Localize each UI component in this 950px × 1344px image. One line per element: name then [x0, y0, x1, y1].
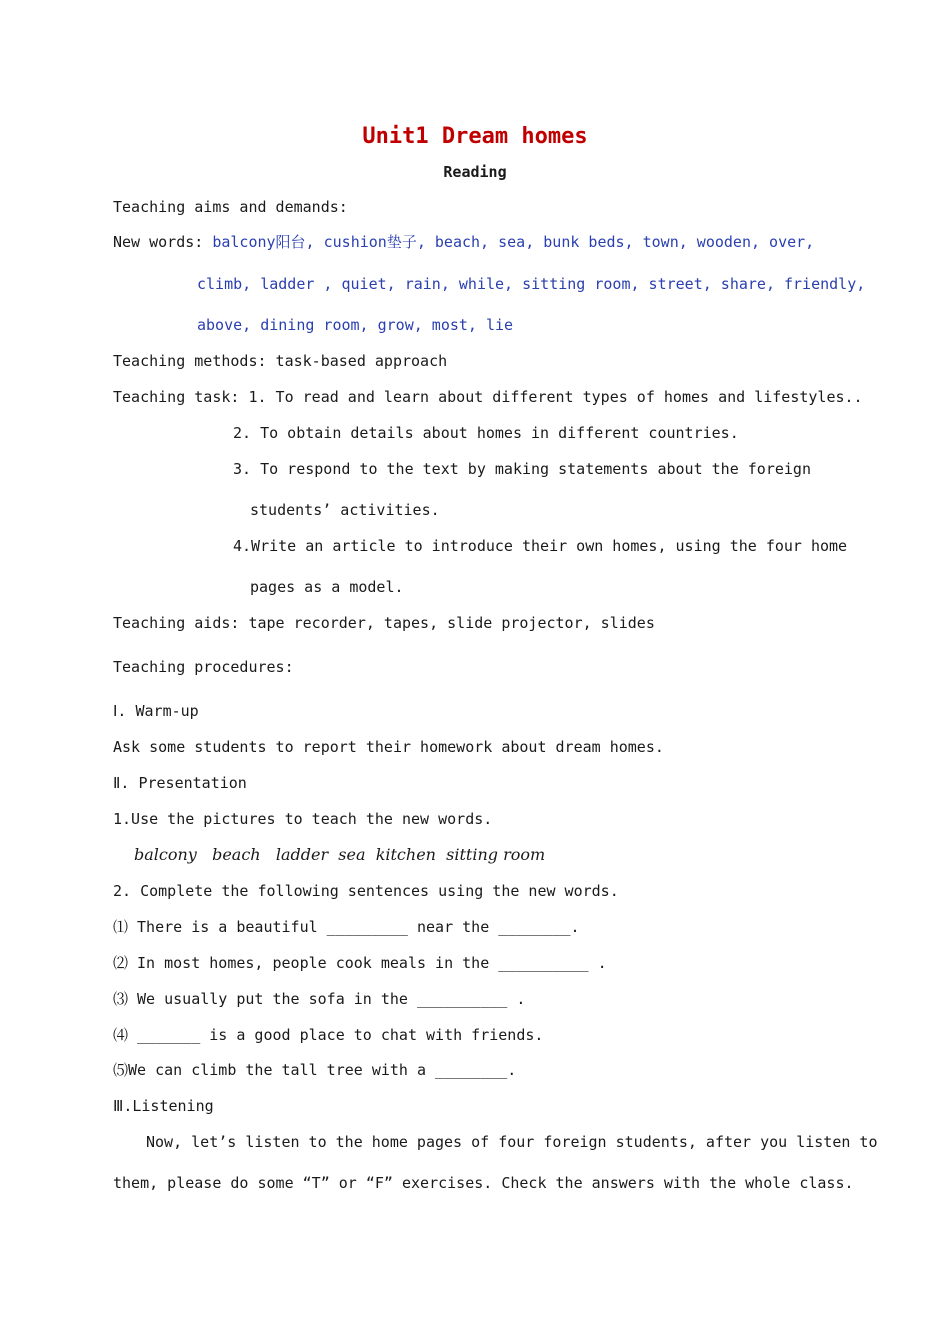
- listening-text-1: Now, let’s listen to the home pages of four foreign students, after you listen to: [146, 1133, 878, 1151]
- task-2: 2. To obtain details about homes in different countries.: [233, 424, 739, 442]
- new-words-row-1: [113, 232, 814, 252]
- presentation-heading: Ⅱ. Presentation: [113, 774, 247, 792]
- sentence-2: ⑵ In most homes, people cook meals in the __________ .: [113, 954, 607, 972]
- sentence-1: ⑴ There is a beautiful _________ near the ________.: [113, 918, 580, 936]
- listening-heading: Ⅲ.Listening: [113, 1097, 214, 1115]
- presentation-step-2: 2. Complete the following sentences using the new words.: [113, 882, 619, 900]
- warmup-heading: Ⅰ. Warm-up: [113, 702, 199, 720]
- task-3-continued: students’ activities.: [250, 501, 440, 519]
- picture-words: balcony beach ladder sea kitchen sitting room: [134, 845, 546, 864]
- teaching-procedures: Teaching procedures:: [113, 658, 294, 676]
- listening-text-2: them, please do some “T” or “F” exercises. Check the answers with the whole class.: [113, 1174, 854, 1192]
- sentence-4: ⑷ _______ is a good place to chat with friends.: [113, 1026, 544, 1044]
- task-row-1: [113, 387, 863, 407]
- new-words-list-2: climb, ladder , quiet, rain, while, sitting room, street, share, friendly,: [197, 275, 866, 293]
- task-4: 4.Write an article to introduce their own homes, using the four home: [233, 537, 848, 555]
- task-4-continued: pages as a model.: [250, 578, 404, 596]
- task-label: Teaching task:: [113, 388, 249, 406]
- section-subtitle: Reading: [443, 163, 507, 181]
- presentation-step-1: 1.Use the pictures to teach the new words.: [113, 810, 493, 828]
- teaching-methods: Teaching methods: task-based approach: [113, 352, 448, 370]
- teaching-aids: Teaching aids: tape recorder, tapes, slide projector, slides: [113, 614, 655, 632]
- new-words-label: New words:: [113, 233, 213, 251]
- new-words-list-3: above, dining room, grow, most, lie: [197, 316, 514, 334]
- sentence-5: ⑸We can climb the tall tree with a ________.: [113, 1061, 517, 1079]
- task-1: 1. To read and learn about different types of homes and lifestyles..: [248, 388, 863, 406]
- task-3: 3. To respond to the text by making statements about the foreign: [233, 460, 811, 478]
- unit-title: Unit1 Dream homes: [362, 124, 588, 149]
- new-words-list-1: balcony阳台, cushion垫子, beach, sea, bunk beds, town, wooden, over,: [212, 233, 815, 251]
- aims-heading: Teaching aims and demands:: [113, 198, 348, 216]
- warmup-text: Ask some students to report their homework about dream homes.: [113, 738, 664, 756]
- sentence-3: ⑶ We usually put the sofa in the __________ .: [113, 990, 526, 1008]
